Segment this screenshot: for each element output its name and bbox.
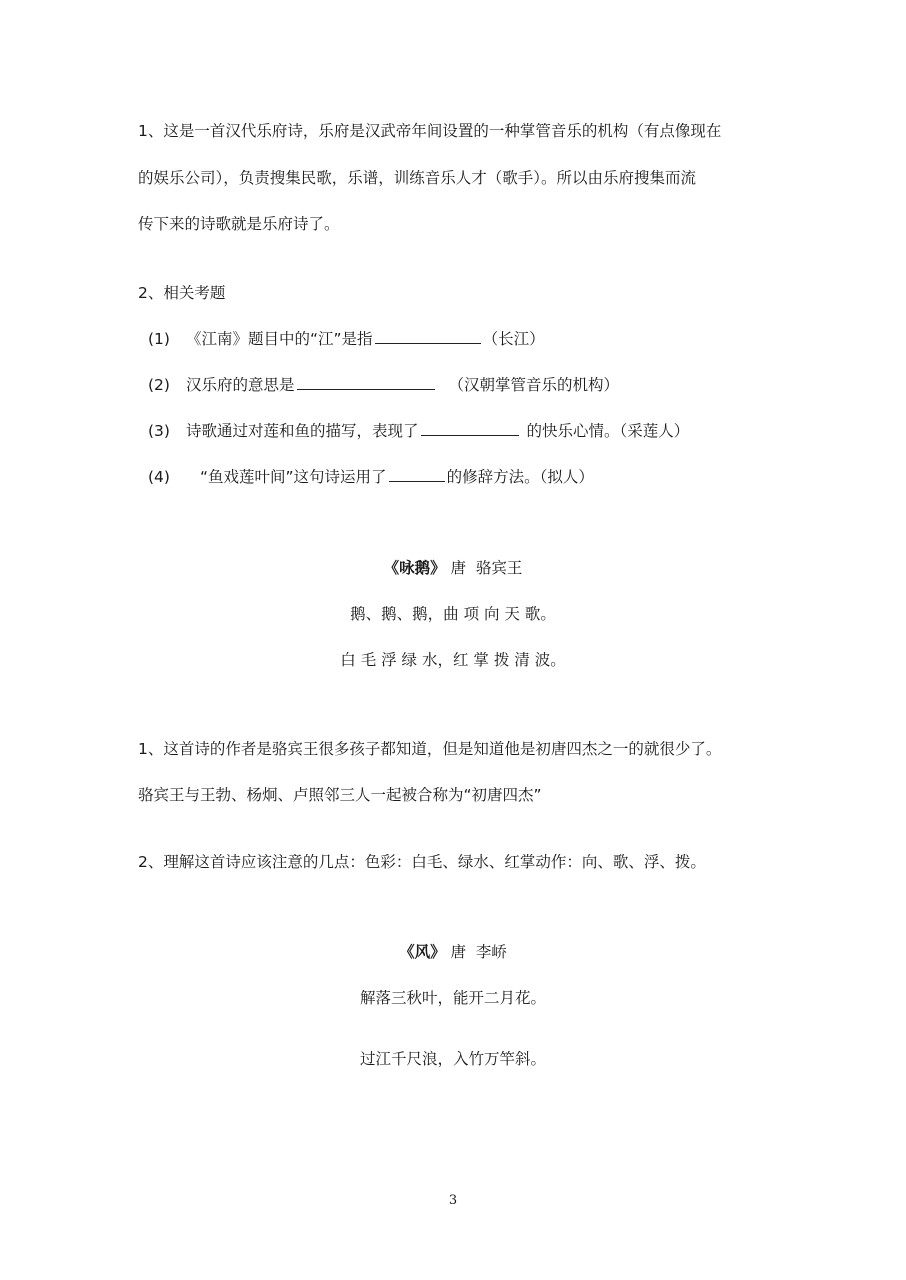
- poem-line: 白 毛 浮 绿 水，红 掌 拨 清 波。: [340, 651, 566, 669]
- answer-blank: [375, 331, 481, 344]
- paragraph-line: 1、这是一首汉代乐府诗，乐府是汉武帝年间设置的一种掌管音乐的机构（有点像现在: [138, 122, 722, 140]
- question-text: 《江南》题目中的“江”是指: [186, 330, 373, 348]
- question-text: 汉乐府的意思是: [186, 376, 295, 394]
- question-answer: 的修辞方法。（拟人）: [446, 468, 594, 486]
- poem-author: 李峤: [475, 943, 507, 961]
- paragraph-line: 骆宾王与王勃、杨炯、卢照邻三人一起被合称为“初唐四杰”: [138, 786, 542, 804]
- question-number: (4): [148, 468, 170, 486]
- question-answer: 的快乐心情。（采莲人）: [526, 422, 690, 440]
- poem-line: 解落三秋叶，能开二月花。: [359, 989, 546, 1007]
- question-text: “鱼戏莲叶间”这句诗运用了: [200, 468, 387, 486]
- question-answer: （长江）: [482, 330, 545, 348]
- poem-title: 《咏鹅》: [383, 559, 446, 577]
- poem-line: 鹅、鹅、鹅，曲 项 向 天 歌。: [350, 605, 556, 623]
- section-heading: 2、相关考题: [138, 284, 226, 302]
- question-item: [148, 421, 689, 441]
- poem-heading: [0, 942, 906, 962]
- poem-author: 骆宾王: [475, 559, 523, 577]
- question-item: [148, 467, 594, 487]
- answer-blank: [389, 469, 445, 482]
- poem-heading: [0, 558, 906, 578]
- page-number: 3: [448, 1193, 458, 1208]
- paragraph-line: 2、理解这首诗应该注意的几点：色彩：白毛、绿水、红掌动作：向、歌、浮、拨。: [138, 853, 706, 871]
- question-item: [148, 375, 619, 395]
- question-number: (1): [148, 330, 170, 348]
- poem-line: 过江千尺浪，入竹万竿斜。: [359, 1050, 546, 1068]
- answer-blank: [421, 423, 519, 436]
- paragraph-line: 传下来的诗歌就是乐府诗了。: [138, 215, 340, 233]
- poem-dynasty: 唐: [450, 559, 467, 577]
- paragraph-line: 的娱乐公司），负责搜集民歌，乐谱，训练音乐人才（歌手）。所以由乐府搜集而流: [138, 169, 697, 187]
- question-item: [148, 329, 545, 349]
- question-number: (2): [148, 376, 170, 394]
- question-answer: （汉朝掌管音乐的机构）: [448, 376, 620, 394]
- paragraph-line: 1、这首诗的作者是骆宾王很多孩子都知道，但是知道他是初唐四杰之一的就很少了。: [138, 740, 722, 758]
- question-number: (3): [148, 422, 170, 440]
- question-text: 诗歌通过对莲和鱼的描写，表现了: [186, 422, 419, 440]
- answer-blank: [297, 377, 435, 390]
- poem-dynasty: 唐: [450, 943, 467, 961]
- poem-title: 《风》: [399, 943, 446, 961]
